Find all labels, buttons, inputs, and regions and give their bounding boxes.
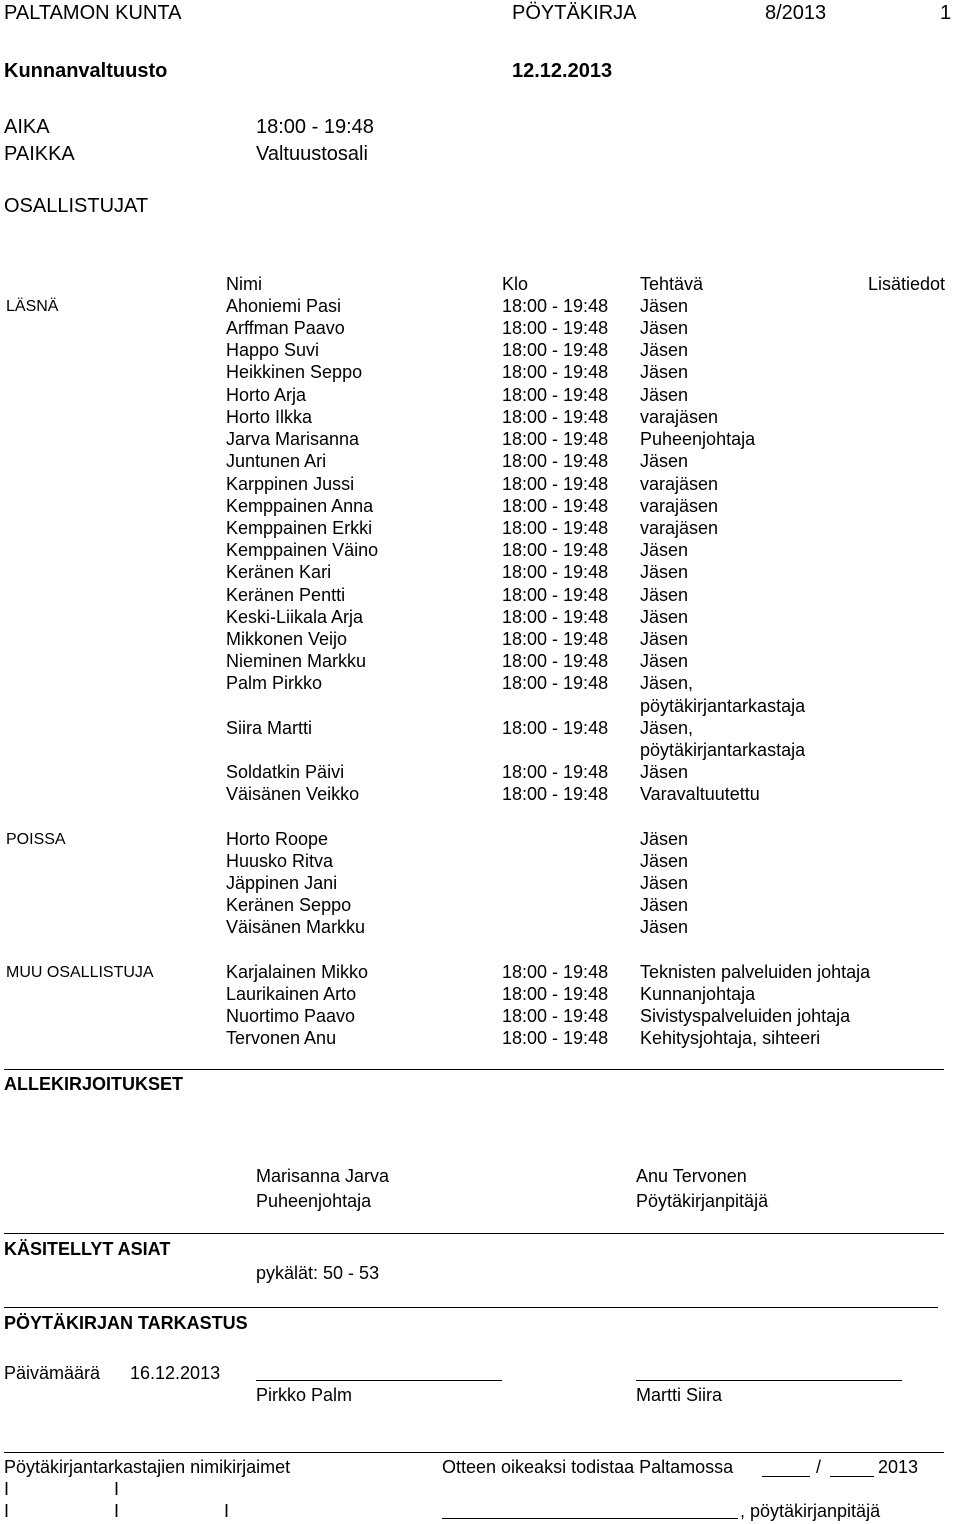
member-time: 18:00 - 19:48 xyxy=(502,296,609,316)
member-role: Jäsen xyxy=(640,585,689,605)
member-name: Keränen Pentti xyxy=(226,585,346,605)
table-row xyxy=(0,962,960,984)
table-row xyxy=(0,585,960,607)
member-name: Kemppainen Erkki xyxy=(226,518,373,538)
table-row xyxy=(0,340,960,362)
member-time: 18:00 - 19:48 xyxy=(502,318,609,338)
reviewer2-name: Martti Siira xyxy=(636,1385,723,1405)
member-role: Jäsen xyxy=(640,762,689,782)
member-name: Nuortimo Paavo xyxy=(226,1006,356,1026)
table-row xyxy=(0,629,960,651)
member-time: 18:00 - 19:48 xyxy=(502,762,609,782)
member-name: Arffman Paavo xyxy=(226,318,345,338)
member-time: 18:00 - 19:48 xyxy=(502,1006,609,1026)
member-time: 18:00 - 19:48 xyxy=(502,629,609,649)
member-role: varajäsen xyxy=(640,518,719,538)
initial-box-5: I xyxy=(224,1501,230,1521)
table-row xyxy=(0,607,960,629)
table-row xyxy=(0,851,960,873)
member-role: varajäsen xyxy=(640,407,719,427)
table-row xyxy=(0,318,960,340)
initials-label: Pöytäkirjantarkastajien nimikirjaimet xyxy=(4,1457,291,1477)
member-name: Väisänen Veikko xyxy=(226,784,360,804)
col-name: Nimi xyxy=(226,274,262,294)
member-role: Jäsen xyxy=(640,607,689,627)
member-name: Siira Martti xyxy=(226,718,313,738)
divider xyxy=(4,1233,944,1234)
initial-box-2: I xyxy=(114,1479,120,1499)
items-value: pykälät: 50 - 53 xyxy=(256,1263,380,1283)
table-row xyxy=(0,829,960,851)
member-role: Jäsen xyxy=(640,340,689,360)
member-name: Juntunen Ari xyxy=(226,451,327,471)
member-time: 18:00 - 19:48 xyxy=(502,962,609,982)
items-heading: KÄSITELLYT ASIAT xyxy=(4,1239,171,1259)
table-row xyxy=(0,385,960,407)
col-role: Tehtävä xyxy=(640,274,704,294)
table-row xyxy=(0,1006,960,1028)
table-row xyxy=(0,873,960,895)
member-role: Kehitysjohtaja, sihteeri xyxy=(640,1028,821,1048)
member-role: Jäsen xyxy=(640,629,689,649)
divider xyxy=(4,1307,938,1308)
initial-box-3: I xyxy=(4,1501,10,1521)
member-role: Jäsen xyxy=(640,540,689,560)
member-name: Kemppainen Anna xyxy=(226,496,374,516)
initial-box-1: I xyxy=(4,1479,10,1499)
member-role: Puheenjohtaja xyxy=(640,429,756,449)
certify-text: Otteen oikeaksi todistaa Paltamossa xyxy=(442,1457,734,1477)
member-role: Jäsen xyxy=(640,873,689,893)
date-slash: / xyxy=(816,1457,822,1477)
table-row xyxy=(0,451,960,473)
member-name: Karjalainen Mikko xyxy=(226,962,369,982)
table-row xyxy=(0,362,960,384)
divider xyxy=(4,1069,944,1070)
table-row xyxy=(0,784,960,806)
member-role: varajäsen xyxy=(640,496,719,516)
member-name: Ahoniemi Pasi xyxy=(226,296,342,316)
place-label: PAIKKA xyxy=(4,143,75,165)
clerk-suffix: , pöytäkirjanpitäjä xyxy=(740,1501,881,1521)
review-date-label: Päivämäärä xyxy=(4,1363,101,1383)
secretary-name: Anu Tervonen xyxy=(636,1166,747,1186)
table-row xyxy=(0,917,960,939)
table-row-continuation xyxy=(0,740,960,762)
initial-box-4: I xyxy=(114,1501,120,1521)
member-role: Jäsen xyxy=(640,917,689,937)
table-row-continuation xyxy=(0,696,960,718)
member-role: Teknisten palveluiden johtaja xyxy=(640,962,871,982)
place-value: Valtuustosali xyxy=(256,143,368,165)
member-name: Keski-Liikala Arja xyxy=(226,607,364,627)
member-name: Happo Suvi xyxy=(226,340,320,360)
member-time: 18:00 - 19:48 xyxy=(502,673,609,693)
member-name: Keränen Seppo xyxy=(226,895,352,915)
clerk-signature-line xyxy=(442,1518,738,1519)
table-row xyxy=(0,540,960,562)
doc-number: 8/2013 xyxy=(765,2,827,24)
meeting-date: 12.12.2013 xyxy=(512,60,613,82)
member-role: Jäsen xyxy=(640,362,689,382)
member-name: Väisänen Markku xyxy=(226,917,366,937)
member-role: Jäsen xyxy=(640,851,689,871)
participants-heading: OSALLISTUJAT xyxy=(4,195,149,217)
signature-line-reviewer1 xyxy=(256,1380,502,1381)
member-role: Jäsen xyxy=(640,451,689,471)
member-name: Horto Roope xyxy=(226,829,329,849)
member-time: 18:00 - 19:48 xyxy=(502,429,609,449)
member-name: Horto Arja xyxy=(226,385,307,405)
table-row xyxy=(0,651,960,673)
member-role: Sivistyspalveluiden johtaja xyxy=(640,1006,851,1026)
chair-title: Puheenjohtaja xyxy=(256,1191,372,1211)
member-name: Soldatkin Päivi xyxy=(226,762,345,782)
member-name: Karppinen Jussi xyxy=(226,474,355,494)
member-time: 18:00 - 19:48 xyxy=(502,607,609,627)
member-role: Kunnanjohtaja xyxy=(640,984,756,1004)
member-time: 18:00 - 19:48 xyxy=(502,518,609,538)
col-time: Klo xyxy=(502,274,529,294)
member-time: 18:00 - 19:48 xyxy=(502,540,609,560)
table-row xyxy=(0,429,960,451)
member-name: Laurikainen Arto xyxy=(226,984,357,1004)
member-time: 18:00 - 19:48 xyxy=(502,385,609,405)
secretary-title: Pöytäkirjanpitäjä xyxy=(636,1191,769,1211)
section-present: LÄSNÄ xyxy=(6,298,59,315)
time-value: 18:00 - 19:48 xyxy=(256,116,374,138)
table-row xyxy=(0,407,960,429)
member-time: 18:00 - 19:48 xyxy=(502,585,609,605)
section-absent: POISSA xyxy=(6,831,66,848)
table-row xyxy=(0,474,960,496)
member-time: 18:00 - 19:48 xyxy=(502,451,609,471)
chair-name: Marisanna Jarva xyxy=(256,1166,390,1186)
column-header-row xyxy=(0,274,960,296)
member-name: Keränen Kari xyxy=(226,562,332,582)
doc-type: PÖYTÄKIRJA xyxy=(512,2,637,24)
table-row xyxy=(0,718,960,740)
table-row xyxy=(0,296,960,318)
member-time: 18:00 - 19:48 xyxy=(502,496,609,516)
page-number: 1 xyxy=(940,2,952,24)
member-time: 18:00 - 19:48 xyxy=(502,362,609,382)
member-role: Jäsen xyxy=(640,829,689,849)
member-time: 18:00 - 19:48 xyxy=(502,474,609,494)
col-extra: Lisätiedot xyxy=(868,274,946,294)
table-row xyxy=(0,762,960,784)
member-role-extra: pöytäkirjantarkastaja xyxy=(640,696,806,716)
member-time: 18:00 - 19:48 xyxy=(502,340,609,360)
member-role: Jäsen xyxy=(640,895,689,915)
member-name: Jarva Marisanna xyxy=(226,429,360,449)
member-role: Jäsen xyxy=(640,296,689,316)
signature-line-reviewer2 xyxy=(636,1380,902,1381)
table-row xyxy=(0,496,960,518)
member-name: Palm Pirkko xyxy=(226,673,323,693)
table-row xyxy=(0,673,960,695)
member-name: Jäppinen Jani xyxy=(226,873,338,893)
member-role: Jäsen, xyxy=(640,718,694,738)
member-time: 18:00 - 19:48 xyxy=(502,562,609,582)
member-time: 18:00 - 19:48 xyxy=(502,1028,609,1048)
body-name: Kunnanvaltuusto xyxy=(4,60,168,82)
municipality: PALTAMON KUNTA xyxy=(4,2,182,24)
member-time: 18:00 - 19:48 xyxy=(502,718,609,738)
table-row xyxy=(0,1028,960,1050)
section-other: MUU OSALLISTUJA xyxy=(6,964,154,981)
member-name: Kemppainen Väino xyxy=(226,540,379,560)
review-date-value: 16.12.2013 xyxy=(130,1363,221,1383)
member-role: Jäsen xyxy=(640,562,689,582)
member-role: Jäsen xyxy=(640,651,689,671)
member-time: 18:00 - 19:48 xyxy=(502,784,609,804)
member-name: Huusko Ritva xyxy=(226,851,334,871)
member-role: Jäsen xyxy=(640,318,689,338)
member-name: Mikkonen Veijo xyxy=(226,629,348,649)
member-name: Heikkinen Seppo xyxy=(226,362,363,382)
table-row xyxy=(0,895,960,917)
month-blank xyxy=(830,1476,874,1477)
time-label: AIKA xyxy=(4,116,50,138)
review-heading: PÖYTÄKIRJAN TARKASTUS xyxy=(4,1313,248,1333)
member-name: Horto Ilkka xyxy=(226,407,313,427)
day-blank xyxy=(762,1476,810,1477)
divider xyxy=(4,1452,944,1453)
member-role: Varavaltuutettu xyxy=(640,784,760,804)
table-row xyxy=(0,562,960,584)
table-row xyxy=(0,518,960,540)
member-name: Tervonen Anu xyxy=(226,1028,337,1048)
member-role-extra: pöytäkirjantarkastaja xyxy=(640,740,806,760)
member-role: Jäsen, xyxy=(640,673,694,693)
member-time: 18:00 - 19:48 xyxy=(502,407,609,427)
reviewer1-name: Pirkko Palm xyxy=(256,1385,353,1405)
certify-year: 2013 xyxy=(878,1457,919,1477)
member-name: Nieminen Markku xyxy=(226,651,367,671)
table-row xyxy=(0,984,960,1006)
signatures-heading: ALLEKIRJOITUKSET xyxy=(4,1074,184,1094)
member-time: 18:00 - 19:48 xyxy=(502,984,609,1004)
member-role: Jäsen xyxy=(640,385,689,405)
member-role: varajäsen xyxy=(640,474,719,494)
member-time: 18:00 - 19:48 xyxy=(502,651,609,671)
